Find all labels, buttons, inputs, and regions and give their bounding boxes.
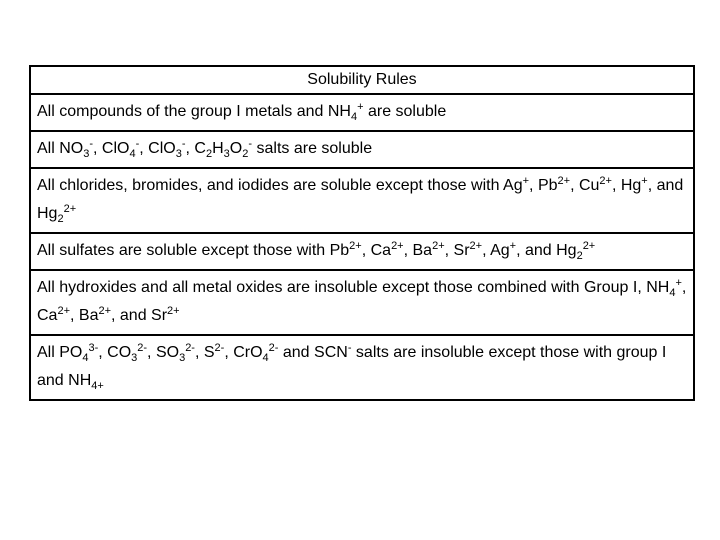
rule-text: , and Hg (37, 177, 684, 222)
superscript: - (181, 138, 186, 150)
subscript: 4 (129, 148, 136, 160)
rule-text: salts are soluble (252, 140, 373, 157)
superscript: 2- (268, 342, 279, 354)
subscript: 2 (205, 148, 213, 160)
subscript: 4+ (91, 380, 104, 392)
table-row (30, 335, 694, 400)
rule-text: , and Sr (111, 307, 168, 324)
subscript: 2 (57, 213, 64, 225)
superscript: + (522, 175, 530, 187)
rule-text: , S (194, 344, 215, 361)
table-row (30, 131, 694, 168)
superscript: - (347, 342, 352, 354)
table-row (30, 94, 694, 131)
subscript: 4 (350, 111, 358, 123)
subscript: 2 (576, 250, 583, 262)
superscript: 2+ (63, 203, 77, 215)
rule-cell-4 (30, 233, 694, 270)
superscript: 2+ (432, 240, 445, 252)
superscript: - (248, 138, 253, 150)
rule-text: , Ba (70, 307, 99, 324)
rule-cell-6 (30, 335, 694, 400)
table-body (30, 66, 694, 400)
subscript: 2 (242, 148, 249, 160)
rule-cell-5 (30, 270, 694, 335)
rule-text: All chlorides, bromides, and iodides are soluble except those with Ag (37, 177, 523, 194)
rule-text: All compounds of the group I metals and NH (37, 103, 351, 120)
solubility-rules-table (29, 65, 695, 401)
subscript: 4 (82, 352, 89, 364)
subscript: 3 (179, 352, 186, 364)
superscript: - (135, 138, 140, 150)
rule-text: , Pb (529, 177, 558, 194)
superscript: 2+ (349, 240, 362, 252)
superscript: 2+ (167, 305, 180, 317)
rule-text: All PO (37, 344, 83, 361)
superscript: 2+ (391, 240, 404, 252)
rule-text: , Ca (37, 279, 687, 324)
superscript: + (675, 277, 682, 289)
rule-cell-1 (30, 94, 694, 131)
rule-text: , Ag (482, 242, 510, 259)
superscript: 3- (88, 342, 99, 354)
rule-text: , Ba (403, 242, 433, 259)
subscript: 4 (669, 287, 676, 299)
rule-text: H (212, 140, 224, 157)
superscript: - (89, 138, 94, 150)
rule-text: , Ca (361, 242, 392, 259)
superscript: + (641, 175, 648, 187)
table-row (30, 270, 694, 335)
rule-text: , ClO (139, 140, 176, 157)
table-row (30, 168, 694, 233)
rule-text: All NO (37, 140, 84, 157)
subscript: 3 (131, 352, 138, 364)
table-header-row (30, 66, 694, 94)
superscript: + (509, 240, 517, 252)
rule-text: , CrO (224, 344, 263, 361)
table-title: Solubility Rules (30, 66, 694, 94)
superscript: 2+ (57, 305, 70, 317)
rule-text: , and Hg (516, 242, 577, 259)
superscript: 2+ (599, 175, 612, 187)
superscript: 2- (214, 342, 225, 354)
table-row (30, 233, 694, 270)
rule-text: All sulfates are soluble except those with Pb (37, 242, 350, 259)
superscript: 2+ (557, 175, 571, 187)
superscript: 2- (137, 342, 148, 354)
rule-text: are soluble (363, 103, 447, 120)
subscript: 3 (223, 148, 230, 160)
superscript: 2+ (582, 240, 596, 252)
superscript: 2- (185, 342, 195, 354)
rule-text: , C (185, 140, 206, 157)
rule-text: , SO (147, 344, 180, 361)
rule-text: , ClO (93, 140, 130, 157)
subscript: 3 (83, 148, 90, 160)
rule-text: , Cu (570, 177, 600, 194)
rule-cell-3 (30, 168, 694, 233)
subscript: 3 (175, 148, 182, 160)
rule-text: and SCN (278, 344, 348, 361)
solubility-rules-table-container (29, 65, 695, 401)
superscript: 2+ (98, 305, 112, 317)
rule-text: O (229, 140, 243, 157)
superscript: 2+ (469, 240, 483, 252)
subscript: 4 (262, 352, 269, 364)
rule-text: , Sr (444, 242, 470, 259)
superscript: + (357, 101, 364, 113)
rule-text: All hydroxides and all metal oxides are insoluble except those combined with Group I, NH (37, 279, 670, 296)
rule-cell-2 (30, 131, 694, 168)
rule-text: , CO (98, 344, 132, 361)
rule-text: salts are insoluble except those with group I and NH (37, 344, 667, 389)
rule-text: , Hg (611, 177, 642, 194)
